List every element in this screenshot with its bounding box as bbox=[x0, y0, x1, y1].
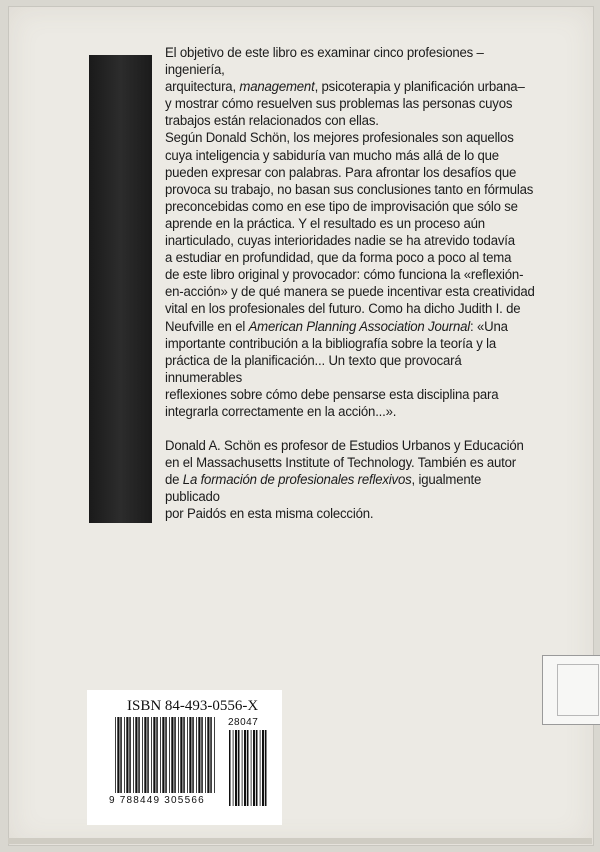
barcode-bar bbox=[198, 717, 200, 793]
text-line: reflexiones sobre cómo debe pensarse esta disciplina para bbox=[165, 386, 499, 403]
text-line: en el Massachusetts Institute of Technology. También es autor bbox=[165, 455, 516, 472]
sticker-frame bbox=[557, 664, 599, 716]
back-cover-text bbox=[165, 45, 537, 524]
barcode-bar bbox=[133, 717, 134, 793]
barcode-bar bbox=[207, 717, 209, 793]
barcode-addon-number: 28047 bbox=[228, 717, 259, 728]
text-line: Según Donald Schön, los mejores profesionales son aquellos bbox=[165, 130, 514, 147]
barcode-bar bbox=[242, 730, 243, 806]
text-line: y mostrar cómo resuelven sus problemas las personas cuyos bbox=[165, 96, 513, 113]
barcode-bar bbox=[117, 717, 119, 793]
barcode-bar bbox=[115, 717, 116, 793]
barcode-bar bbox=[153, 717, 155, 793]
barcode-bar bbox=[205, 717, 206, 793]
barcode-bar bbox=[129, 717, 131, 793]
barcode-bar bbox=[265, 730, 267, 806]
author-bio bbox=[165, 438, 537, 523]
barcode-bar bbox=[256, 730, 258, 806]
barcode-bar bbox=[192, 717, 194, 793]
synopsis-paragraph-1 bbox=[165, 45, 537, 130]
barcode-bar bbox=[196, 717, 197, 793]
barcode-bar bbox=[187, 717, 188, 793]
addon-barcode bbox=[228, 730, 268, 806]
barcode-bar bbox=[183, 717, 185, 793]
barcode-bar bbox=[233, 730, 234, 806]
barcode-bar bbox=[253, 730, 255, 806]
barcode-bar bbox=[144, 717, 146, 793]
barcode-bar bbox=[201, 717, 203, 793]
barcode-bar bbox=[151, 717, 152, 793]
text-line: El objetivo de este libro es examinar cinco profesiones –ingeniería, bbox=[165, 45, 484, 79]
decorative-black-bar bbox=[89, 55, 152, 523]
text-line: a estudiar en profundidad, que da forma poco a poco al tema bbox=[165, 250, 512, 267]
text-line: trabajos están relacionados con ellas. bbox=[165, 113, 379, 130]
barcode-bar bbox=[156, 717, 158, 793]
text-line: de este libro original y provocador: cómo funciona la «reflexión- bbox=[165, 267, 524, 284]
text-line: cuya inteligencia y sabiduría van mucho más allá de lo que bbox=[165, 147, 499, 164]
barcode-bar bbox=[247, 730, 249, 806]
barcode-bar bbox=[244, 730, 246, 806]
text-line: pueden expresar con palabras. Para afrontar los desafíos que bbox=[165, 164, 517, 181]
text-line: provoca su trabajo, no basan sus conclusiones tanto en fórmulas bbox=[165, 181, 534, 198]
cover-bottom-edge bbox=[8, 838, 592, 844]
text-line: preconcebidas como en ese tipo de improvisación que sólo se bbox=[165, 198, 518, 215]
text-line: práctica de la planificación... Un texto que provocará innumerables bbox=[165, 352, 462, 386]
barcode-bar bbox=[142, 717, 143, 793]
isbn-number: ISBN 84-493-0556-X bbox=[127, 698, 259, 714]
text-line: de La formación de profesionales reflexivos, igualmente publicado bbox=[165, 472, 482, 506]
barcode-bar bbox=[169, 717, 170, 793]
barcode-bar bbox=[262, 730, 264, 806]
barcode-bar bbox=[235, 730, 237, 806]
barcode-bar bbox=[229, 730, 231, 806]
text-line: vital en los profesionales del futuro. Como ha dicho Judith I. de bbox=[165, 301, 521, 318]
barcode-bar bbox=[174, 717, 176, 793]
isbn-barcode-label bbox=[87, 690, 282, 825]
barcode-bar bbox=[120, 717, 122, 793]
barcode-bar bbox=[178, 717, 179, 793]
text-line: Neufville en el American Planning Association Journal: «Una bbox=[165, 318, 508, 335]
barcode-bar bbox=[214, 717, 215, 793]
barcode-bar bbox=[189, 717, 191, 793]
barcode-bar bbox=[251, 730, 252, 806]
ean-barcode bbox=[114, 717, 217, 793]
barcode-bar bbox=[171, 717, 173, 793]
barcode-bar bbox=[135, 717, 137, 793]
text-line: inarticulado, cuyas interioridades nadie se ha atrevido todavía bbox=[165, 233, 515, 250]
ean-barcode-digits: 9 788449 305566 bbox=[109, 795, 205, 806]
synopsis-paragraph-2 bbox=[165, 130, 537, 421]
text-line: importante contribución a la bibliografía sobre la teoría y la bbox=[165, 335, 496, 352]
barcode-bar bbox=[260, 730, 261, 806]
barcode-bar bbox=[238, 730, 240, 806]
barcode-bar bbox=[210, 717, 212, 793]
text-line: en-acción» y de qué manera se puede incentivar esta creatividad bbox=[165, 284, 535, 301]
text-line: integrarla correctamente en la acción...». bbox=[165, 403, 397, 420]
barcode-bar bbox=[162, 717, 164, 793]
text-line: por Paidós en esta misma colección. bbox=[165, 506, 374, 523]
barcode-bar bbox=[147, 717, 149, 793]
barcode-bar bbox=[180, 717, 182, 793]
text-line: aprende en la práctica. Y el resultado es un proceso aún bbox=[165, 215, 485, 232]
barcode-bar bbox=[160, 717, 161, 793]
barcode-bar bbox=[165, 717, 167, 793]
barcode-bar bbox=[124, 717, 125, 793]
barcode-bar bbox=[126, 717, 128, 793]
text-line: Donald A. Schön es profesor de Estudios Urbanos y Educación bbox=[165, 438, 524, 455]
barcode-bar bbox=[138, 717, 140, 793]
library-sticker bbox=[542, 655, 600, 725]
text-line: arquitectura, management, psicoterapia y planificación urbana– bbox=[165, 79, 525, 96]
